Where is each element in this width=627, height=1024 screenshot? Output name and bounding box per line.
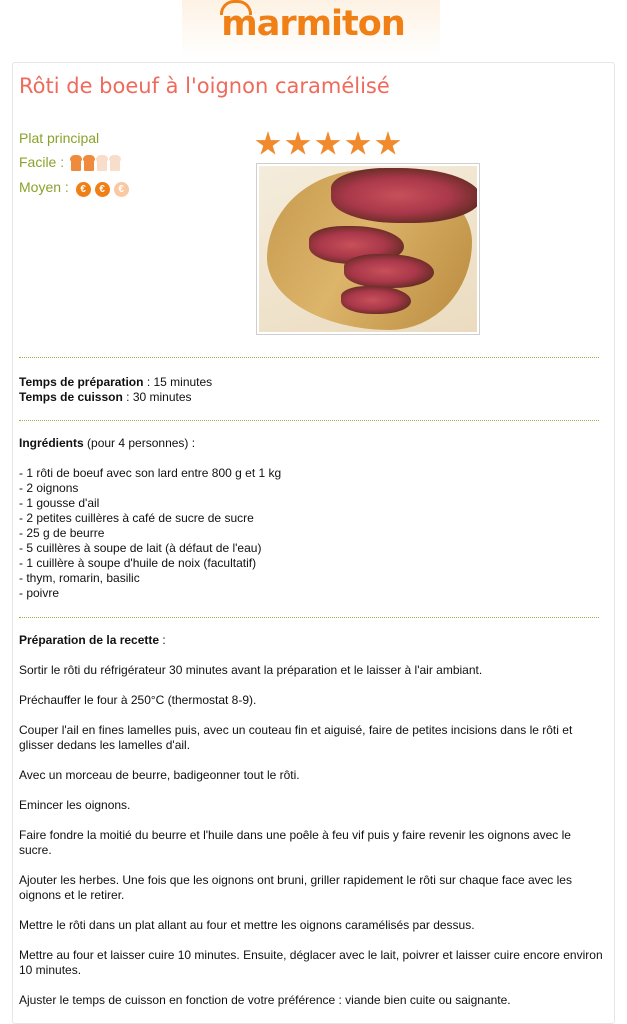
- preparation-step: Faire fondre la moitié du beurre et l'huile dans une poêle à feu vif puis y faire revenir les oignons avec le sucre.: [19, 828, 571, 857]
- star-icon: [345, 131, 371, 157]
- recipe-category: Plat principal: [19, 130, 100, 146]
- preparation-title-suffix: :: [159, 633, 166, 647]
- chef-icon: [71, 157, 81, 171]
- ingredient-item: - 25 g de beurre: [19, 526, 105, 540]
- euro-coin-icon: €: [95, 182, 110, 197]
- preparation-step: Couper l'ail en fines lamelles puis, avec un couteau fin et aiguisé, faire de petites incisions dans le rôti et glisser dedans les lamelles d'ail.: [19, 723, 573, 752]
- ingredient-item: - 5 cuillères à soupe de lait (à défaut de l'eau): [19, 541, 262, 555]
- site-header: [0, 0, 627, 60]
- preparation-steps: [19, 663, 604, 1023]
- star-icon: [315, 131, 341, 157]
- preparation-title: Préparation de la recette: [19, 633, 160, 647]
- euro-coin-icon: €: [76, 182, 91, 197]
- ingredient-item: - 2 petites cuillères à café de sucre de sucre: [19, 511, 254, 525]
- roast-beef-photo: [259, 166, 477, 332]
- recipe-difficulty: [19, 154, 123, 171]
- preparation-step: Mettre au four et laisser cuire 10 minutes. Ensuite, déglacer avec le lait, poivrer et laisser cuire encore environ 10 minutes.: [19, 948, 603, 977]
- preparation-step: Emincer les oignons.: [19, 798, 131, 812]
- recipe-photo[interactable]: [256, 163, 480, 335]
- ingredients-title: Ingrédients: [19, 436, 84, 450]
- chef-icon: [97, 157, 107, 171]
- star-icon: [255, 131, 281, 157]
- preparation-step: Ajouter les herbes. Une fois que les oignons ont bruni, griller rapidement le rôti sur chaque face avec les oignons et le retirer.: [19, 873, 572, 902]
- ingredient-item: - 1 gousse d'ail: [19, 496, 100, 510]
- preparation-step: Sortir le rôti du réfrigérateur 30 minutes avant la préparation et le laisser à l'air ambiant.: [19, 663, 483, 677]
- recipe-cost: [19, 179, 133, 197]
- divider: [19, 617, 599, 618]
- ingredients-heading: [19, 436, 604, 451]
- ingredient-item: - 1 rôti de boeuf avec son lard entre 800 g et 1 kg: [19, 466, 282, 480]
- divider: [19, 420, 599, 421]
- chef-icon: [84, 157, 94, 171]
- cook-time-label: Temps de cuisson: [19, 390, 123, 404]
- prep-time-label: Temps de préparation: [19, 375, 144, 389]
- star-icon: [375, 131, 401, 157]
- chef-icon: [110, 157, 120, 171]
- prep-time-value: : 15 minutes: [143, 375, 213, 389]
- cost-icons: [76, 180, 133, 197]
- euro-coin-icon: €: [114, 182, 129, 197]
- preparation-heading: [19, 633, 604, 648]
- cook-time-value: : 30 minutes: [122, 390, 192, 404]
- preparation-step: Ajuster le temps de cuisson en fonction de votre préférence : viande bien cuite ou saignante.: [19, 993, 511, 1007]
- roast-slice: [344, 254, 434, 288]
- ingredients-list: [19, 466, 604, 601]
- star-icon: [285, 131, 311, 157]
- preparation-step: Avec un morceau de beurre, badigeonner tout le rôti.: [19, 768, 300, 782]
- cost-label: Moyen :: [19, 179, 69, 195]
- roast-slice: [331, 168, 477, 223]
- ingredient-item: - poivre: [19, 586, 60, 600]
- difficulty-icons: [71, 155, 123, 171]
- rating-stars: [255, 131, 405, 159]
- difficulty-label: Facile :: [19, 154, 65, 170]
- ingredient-item: - 2 oignons: [19, 481, 79, 495]
- cook-time: [19, 390, 604, 405]
- recipe-times: [19, 375, 604, 405]
- ingredient-item: - thym, romarin, basilic: [19, 571, 140, 585]
- ingredient-item: - 1 cuillère à soupe d'huile de noix (facultatif): [19, 556, 257, 570]
- roast-slice: [341, 286, 411, 314]
- ingredients-servings: (pour 4 personnes) :: [83, 436, 196, 450]
- divider: [19, 357, 599, 358]
- preparation-step: Préchauffer le four à 250°C (thermostat 8-9).: [19, 693, 257, 707]
- preparation-step: Mettre le rôti dans un plat allant au four et mettre les oignons caramélisés par dessus.: [19, 918, 475, 932]
- prep-time: [19, 375, 604, 390]
- recipe-title: Rôti de boeuf à l'oignon caramélisé: [19, 74, 390, 98]
- marmiton-logo[interactable]: marmiton: [221, 4, 405, 44]
